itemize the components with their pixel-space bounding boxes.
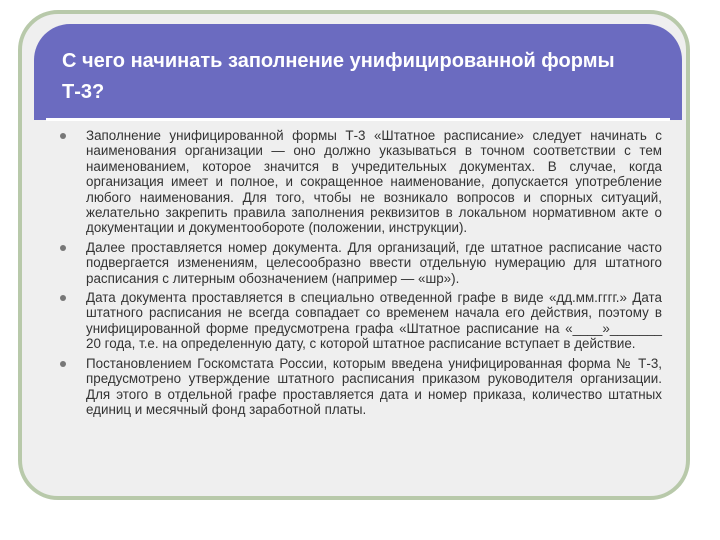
list-item xyxy=(52,128,662,236)
bullet-icon xyxy=(60,295,66,301)
bullet-icon xyxy=(60,245,66,251)
bullet-text: Постановлением Госкомстата России, которым введена унифицированная форма № Т-3, предусмотрено утверждение штатного расписания приказом руководителя организации. Для этого в отдельной графе проставляется дата и номер приказа, количество штатных единиц и месячный фонд заработной платы. xyxy=(86,355,662,417)
list-item xyxy=(52,356,662,418)
bullet-text: Дата документа проставляется в специально отведенной графе в виде «дд.мм.гггг.» Дата штатного расписания не всегда совпадает со временем начала его действия, поэтому в унифицированной форме предусмотрена графа «Штатное расписание на «____»_______ 20 года, т.е. на определенную дату, с которой штатное расписание вступает в действие. xyxy=(86,290,662,352)
list-item xyxy=(52,290,662,352)
title-bar xyxy=(34,24,682,120)
bullet-text: Заполнение унифицированной формы Т-3 «Штатное расписание» следует начинать с наименования организации — оно должно указываться в точном соответствии с тем наименованием, которое значится в учредительных документах. В случае, когда организация имеет и полное, и сокращенное наименование, допускается употребление любого наименования. Для того, чтобы не возникало вопросов и спорных ситуаций, желательно закрепить правила заполнения реквизитов в локальном нормативном акте о документации и документообороте (положении, инструкции). xyxy=(86,128,662,236)
bullet-icon xyxy=(60,133,66,139)
title-divider xyxy=(46,118,670,121)
bullet-icon xyxy=(60,361,66,367)
list-item xyxy=(52,240,662,286)
slide-frame xyxy=(18,10,690,500)
slide-title: С чего начинать заполнение унифицированной формы Т-3? xyxy=(62,50,615,103)
bullet-text: Далее проставляется номер документа. Для организаций, где штатное расписание часто подвергается изменениям, целесообразно ввести отдельную нумерацию для штатного расписания с литерным обозначением (например — «шр»). xyxy=(86,239,662,286)
bullet-list xyxy=(52,128,662,421)
